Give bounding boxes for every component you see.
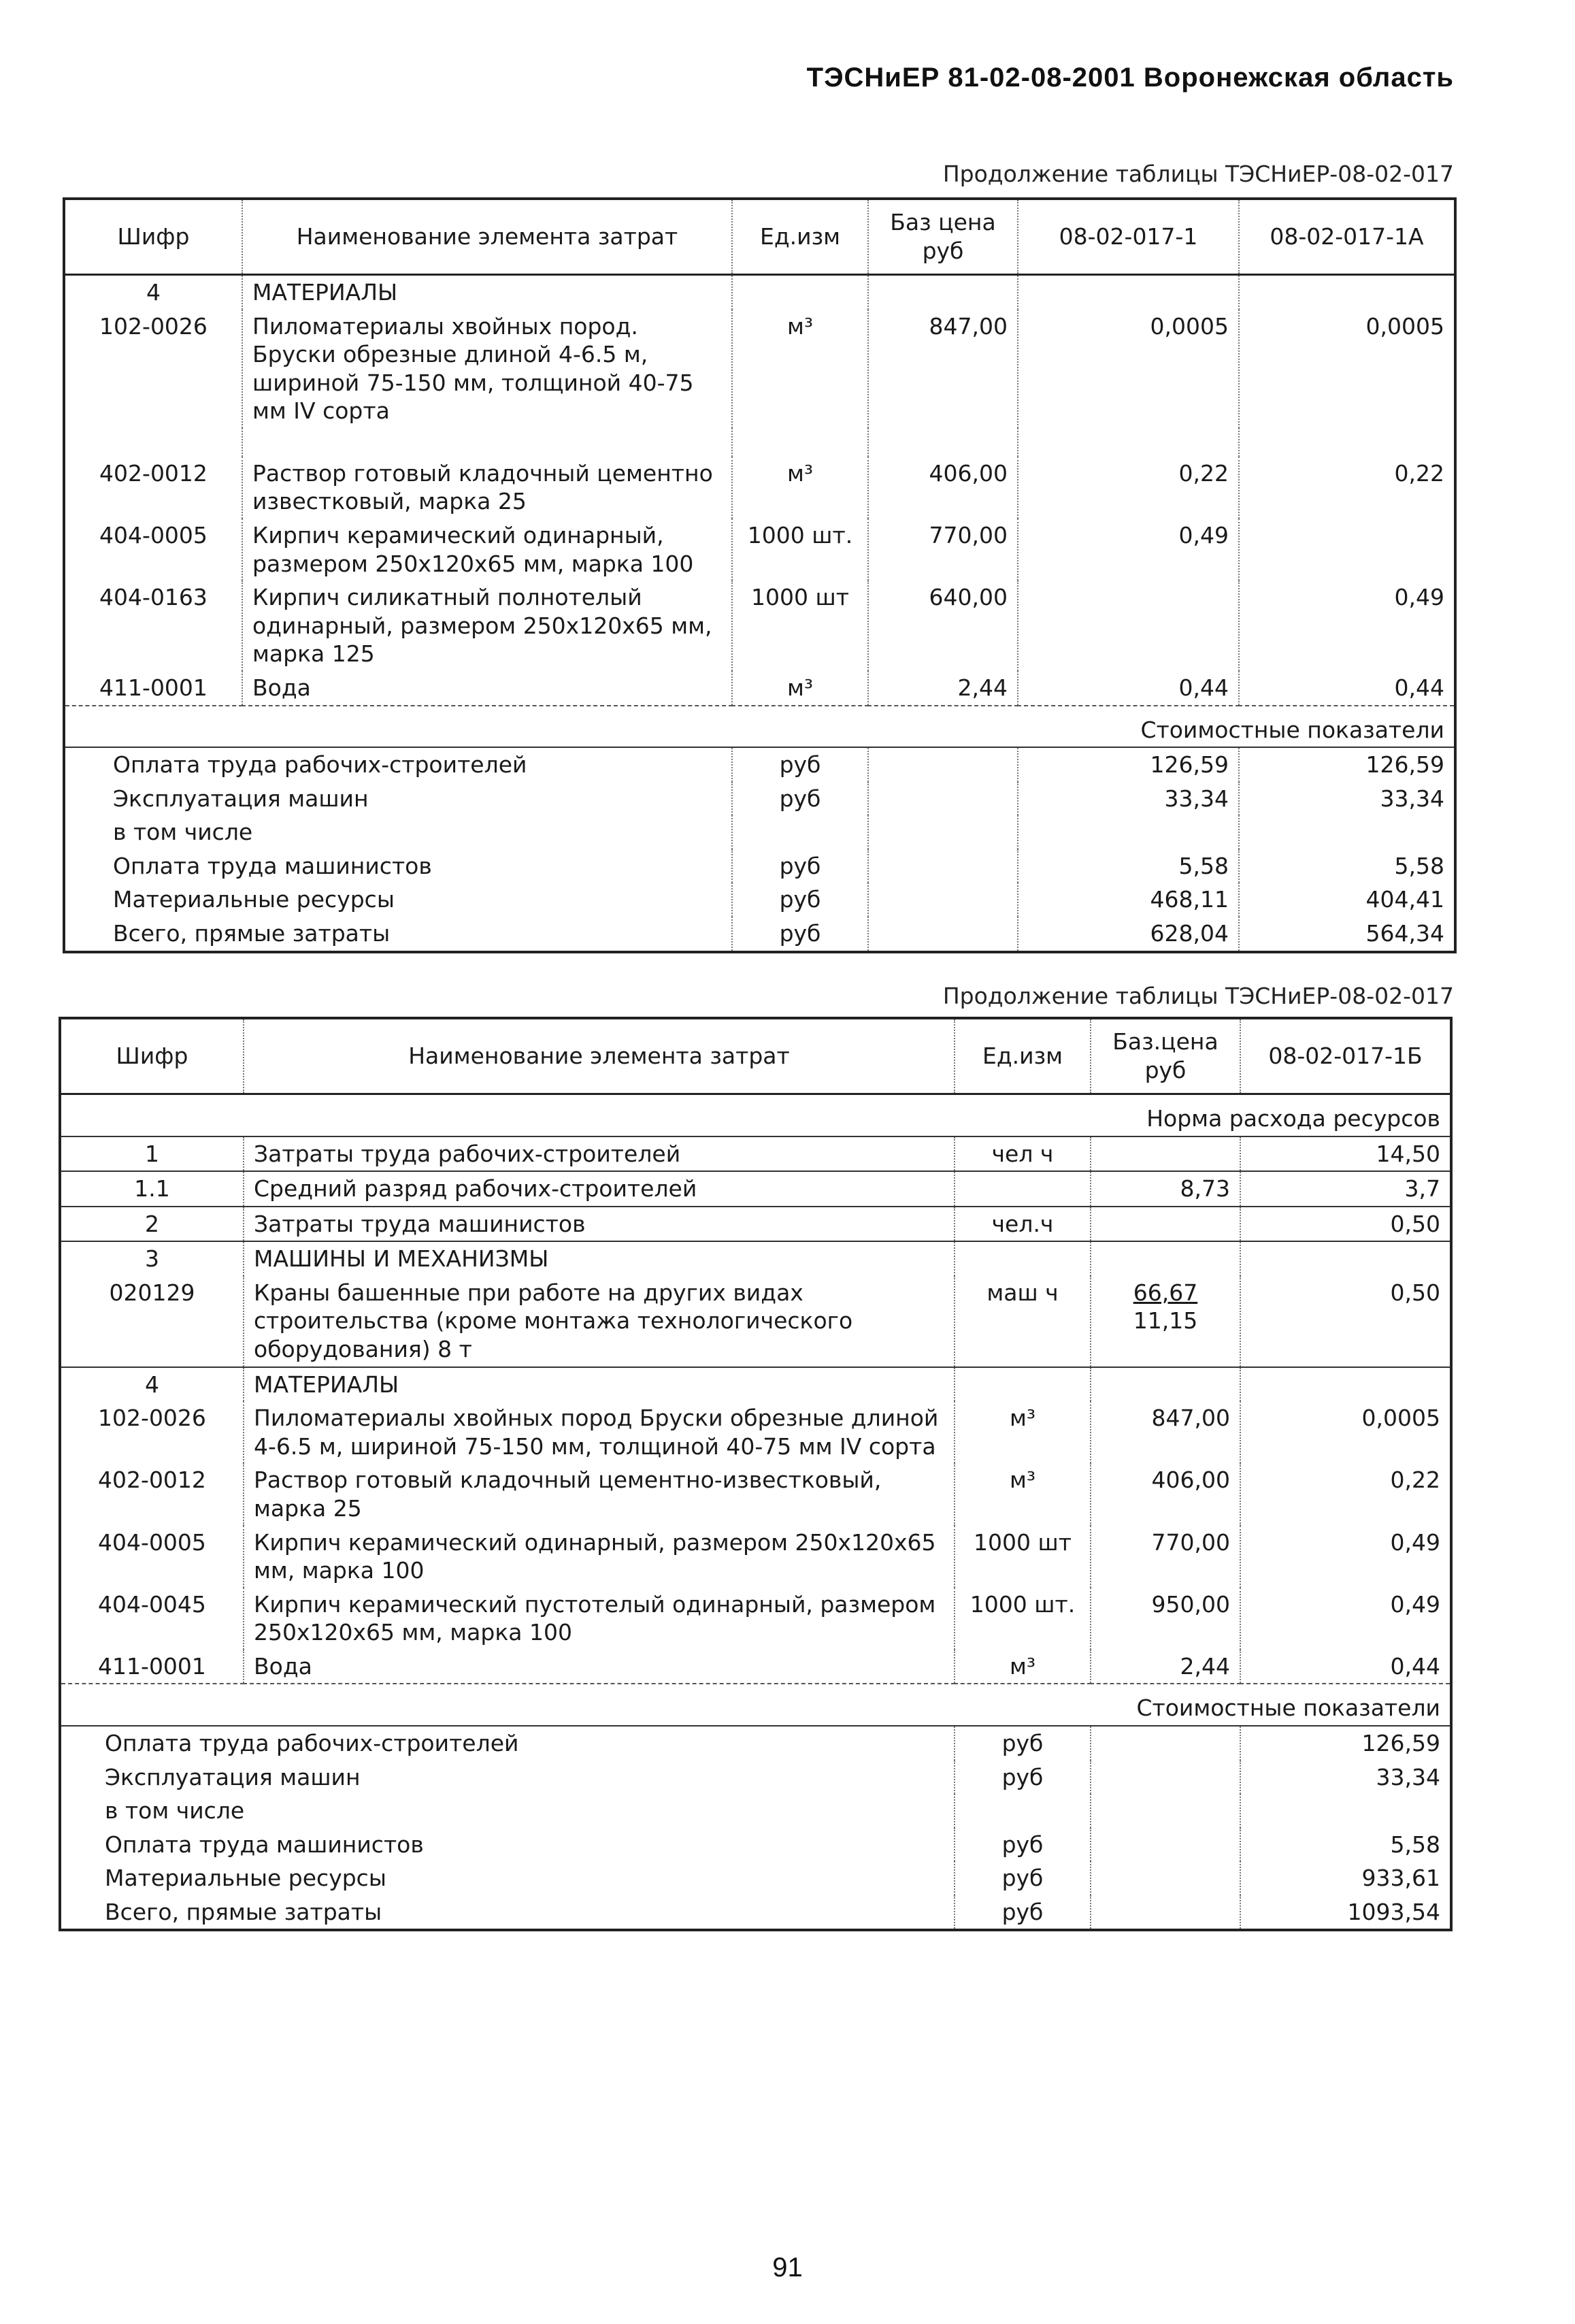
row-name: Кирпич керамический пустотелый одинарный, размером 250х120х65 мм, марка 100	[244, 1588, 955, 1650]
row-unit: 1000 шт	[955, 1526, 1091, 1588]
header-code: Шифр	[60, 1018, 244, 1094]
row-value-1: 0,49	[1240, 1526, 1451, 1588]
row-value-2	[1239, 519, 1455, 580]
cost-unit: руб	[955, 1761, 1091, 1795]
cost-row	[60, 1761, 1451, 1795]
norm-table-2	[59, 1017, 1453, 1931]
header-col-2: 08-02-017-1А	[1239, 199, 1455, 275]
table-row	[60, 1136, 1451, 1172]
row-code: 2	[60, 1207, 244, 1242]
row-price: 770,00	[1091, 1526, 1240, 1588]
row-unit: м³	[732, 457, 868, 519]
cost-value-1: 33,34	[1018, 782, 1239, 816]
header-unit: Ед.изм	[732, 199, 868, 275]
cost-unit: руб	[732, 917, 868, 952]
row-unit: м³	[955, 1650, 1091, 1684]
section-row	[60, 1367, 1451, 1402]
cost-unit: руб	[955, 1895, 1091, 1931]
row-code: 404-0045	[98, 1590, 206, 1618]
table-caption: Продолжение таблицы ТЭСНиЕР-08-02-017	[942, 161, 1454, 187]
cost-row	[64, 849, 1455, 883]
table-header-row	[64, 199, 1455, 275]
cost-unit: руб	[732, 782, 868, 816]
row-unit: 1000 шт	[732, 580, 868, 671]
row-name: Затраты труда машинистов	[244, 1207, 955, 1242]
table-row	[60, 1171, 1451, 1207]
row-value-1: 0,44	[1018, 671, 1239, 706]
cost-value-1: 33,34	[1240, 1761, 1451, 1795]
row-unit: чел ч	[955, 1136, 1091, 1172]
header-name: Наименование элемента затрат	[242, 199, 732, 275]
section-title: МАШИНЫ И МЕХАНИЗМЫ	[244, 1241, 955, 1276]
section-title: МАТЕРИАЛЫ	[242, 275, 732, 310]
cost-label: Оплата труда машинистов	[105, 1831, 424, 1858]
norm-section-header	[60, 1094, 1451, 1136]
cost-label: в том числе	[105, 1797, 245, 1824]
row-code: 1.1	[60, 1171, 244, 1207]
row-price	[1091, 1136, 1240, 1172]
row-name: Кирпич керамический одинарный, размером 250х120х65 мм, марка 100	[242, 519, 732, 580]
header-col-1: 08-02-017-1Б	[1240, 1018, 1451, 1094]
row-price: 8,73	[1091, 1171, 1240, 1207]
cost-value-1: 5,58	[1240, 1828, 1451, 1862]
row-name: Раствор готовый кладочный цементно-известковый, марка 25	[244, 1463, 955, 1525]
row-code: 402-0012	[99, 459, 208, 487]
cost-unit: руб	[955, 1726, 1091, 1761]
table-row	[64, 671, 1455, 706]
row-unit: м³	[955, 1463, 1091, 1525]
row-value-1: 0,49	[1240, 1588, 1451, 1650]
table-row	[64, 310, 1455, 428]
row-value-1: 0,50	[1240, 1276, 1451, 1367]
norm-section-title: Норма расхода ресурсов	[1146, 1105, 1440, 1132]
header-price: Баз цена руб	[868, 199, 1018, 275]
cost-label: Всего, прямые затраты	[105, 1898, 382, 1925]
cost-unit: руб	[955, 1861, 1091, 1895]
row-name: Кирпич керамический одинарный, размером 250х120х65 мм, марка 100	[244, 1526, 955, 1588]
row-value-1: 3,7	[1240, 1171, 1451, 1207]
row-value-1: 0,0005	[1240, 1401, 1451, 1463]
row-value-1: 0,50	[1240, 1207, 1451, 1242]
cost-value-1: 933,61	[1240, 1861, 1451, 1895]
cost-label: Материальные ресурсы	[113, 886, 395, 913]
section-row	[64, 275, 1455, 310]
cost-value-2: 404,41	[1239, 883, 1455, 917]
row-code: 404-0005	[99, 522, 208, 549]
row-name: Затраты труда рабочих-строителей	[244, 1136, 955, 1172]
row-value-1	[1018, 580, 1239, 671]
row-name: Вода	[244, 1650, 955, 1684]
cost-row	[60, 1794, 1451, 1828]
table-caption: Продолжение таблицы ТЭСНиЕР-08-02-017	[942, 983, 1454, 1009]
row-code: 411-0001	[99, 674, 208, 701]
row-price: 950,00	[1091, 1588, 1240, 1650]
row-name: Пиломатериалы хвойных пород. Бруски обрезные длиной 4-6.5 м, шириной 75-150 мм, толщиной 40-75 мм IV сорта	[242, 310, 732, 428]
row-price	[1091, 1207, 1240, 1242]
cost-value-2: 564,34	[1239, 917, 1455, 952]
section-title: МАТЕРИАЛЫ	[244, 1367, 955, 1402]
cost-value-2: 5,58	[1239, 849, 1455, 883]
row-name: Краны башенные при работе на других видах строительства (кроме монтажа технологического оборудования) 8 т	[244, 1276, 955, 1367]
cost-unit: руб	[732, 747, 868, 782]
table-row	[60, 1588, 1451, 1650]
cost-value-1: 126,59	[1018, 747, 1239, 782]
row-value-1: 0,44	[1240, 1650, 1451, 1684]
table-row	[60, 1276, 1451, 1367]
table-row	[60, 1650, 1451, 1684]
cost-section-title: Стоимостные показатели	[64, 706, 1455, 748]
cost-row	[60, 1828, 1451, 1862]
cost-label: Оплата труда рабочих-строителей	[60, 1726, 955, 1761]
cost-value-1: 126,59	[1240, 1726, 1451, 1761]
row-value-1: 0,22	[1240, 1463, 1451, 1525]
row-price: 640,00	[868, 580, 1018, 671]
page-number: 91	[772, 2253, 803, 2282]
cost-value-1: 628,04	[1018, 917, 1239, 952]
cost-value-1: 468,11	[1018, 883, 1239, 917]
cost-row	[60, 1726, 1451, 1761]
cost-label: Эксплуатация машин	[105, 1763, 361, 1790]
row-value-2: 0,0005	[1239, 310, 1455, 428]
table-row	[60, 1463, 1451, 1525]
cost-section-header	[64, 706, 1455, 748]
row-name: Пиломатериалы хвойных пород Бруски обрезные длиной 4-6.5 м, шириной 75-150 мм, толщиной 40-75 мм IV сорта	[244, 1401, 955, 1463]
cost-label: в том числе	[113, 819, 253, 846]
header-col-1: 08-02-017-1	[1018, 199, 1239, 275]
cost-label: Материальные ресурсы	[105, 1865, 386, 1892]
section-number: 3	[60, 1241, 244, 1276]
cost-row	[60, 1895, 1451, 1931]
cost-unit: руб	[955, 1828, 1091, 1862]
row-price: 406,00	[1091, 1463, 1240, 1525]
table-row	[64, 580, 1455, 671]
row-name: Раствор готовый кладочный цементно известковый, марка 25	[242, 457, 732, 519]
table-row	[60, 1207, 1451, 1242]
cost-row	[64, 815, 1455, 849]
cost-label: Оплата труда машинистов	[113, 852, 432, 879]
row-unit: маш ч	[955, 1276, 1091, 1367]
table-row	[60, 1401, 1451, 1463]
cost-unit: руб	[732, 849, 868, 883]
cost-value-2: 33,34	[1239, 782, 1455, 816]
cost-value-1: 1093,54	[1240, 1895, 1451, 1931]
row-code: 404-0163	[99, 584, 208, 611]
row-name: Вода	[242, 671, 732, 706]
row-code: 411-0001	[98, 1652, 206, 1680]
price-base: 66,67	[1133, 1279, 1198, 1306]
header-price: Баз.цена руб	[1091, 1018, 1240, 1094]
row-name: Кирпич силикатный полнотелый одинарный, размером 250х120х65 мм, марка 125	[242, 580, 732, 671]
table-row	[60, 1526, 1451, 1588]
cost-label: Всего, прямые затраты	[113, 919, 391, 947]
row-unit: 1000 шт.	[955, 1588, 1091, 1650]
row-value-2: 0,22	[1239, 457, 1455, 519]
row-value-1: 14,50	[1240, 1136, 1451, 1172]
section-number: 4	[146, 279, 161, 306]
row-value-1: 0,0005	[1018, 310, 1239, 428]
header-unit: Ед.изм	[955, 1018, 1091, 1094]
row-price: 2,44	[1091, 1650, 1240, 1684]
price-wage: 11,15	[1133, 1307, 1198, 1335]
row-price: 406,00	[868, 457, 1018, 519]
row-code: 1	[60, 1136, 244, 1172]
row-code: 102-0026	[98, 1405, 206, 1432]
row-unit: м³	[732, 310, 868, 428]
cost-row	[60, 1861, 1451, 1895]
row-code: 404-0005	[98, 1528, 206, 1556]
table-row	[64, 519, 1455, 580]
cost-row	[64, 883, 1455, 917]
row-value-1: 0,22	[1018, 457, 1239, 519]
row-value-2: 0,49	[1239, 580, 1455, 671]
row-price: 847,00	[1091, 1401, 1240, 1463]
table-header-row	[60, 1018, 1451, 1094]
table-row	[64, 457, 1455, 519]
row-value-1: 0,49	[1018, 519, 1239, 580]
cost-value-2: 126,59	[1239, 747, 1455, 782]
row-name: Средний разряд рабочих-строителей	[244, 1171, 955, 1207]
row-code: 402-0012	[98, 1467, 206, 1494]
cost-row	[64, 747, 1455, 782]
row-price: 770,00	[868, 519, 1018, 580]
cost-row	[64, 782, 1455, 816]
norm-table-1	[63, 197, 1457, 953]
cost-section-header	[60, 1684, 1451, 1726]
row-unit: м³	[732, 671, 868, 706]
cost-unit: руб	[732, 883, 868, 917]
section-number: 4	[60, 1367, 244, 1402]
row-price: 2,44	[868, 671, 1018, 706]
cost-label: Эксплуатация машин	[113, 785, 369, 812]
row-unit: 1000 шт.	[732, 519, 868, 580]
row-unit: чел.ч	[955, 1207, 1091, 1242]
section-row	[60, 1241, 1451, 1276]
row-price	[1091, 1276, 1240, 1367]
cost-row	[64, 917, 1455, 952]
row-price: 847,00	[868, 310, 1018, 428]
header-code: Шифр	[64, 199, 242, 275]
row-value-2: 0,44	[1239, 671, 1455, 706]
cost-value-1: 5,58	[1018, 849, 1239, 883]
page-header: ТЭСНиЕР 81-02-08-2001 Воронежская область	[806, 63, 1454, 93]
header-name: Наименование элемента затрат	[244, 1018, 955, 1094]
row-code: 020129	[109, 1279, 195, 1306]
cost-label: Оплата труда рабочих-строителей	[64, 747, 732, 782]
row-unit: м³	[955, 1401, 1091, 1463]
row-unit	[955, 1171, 1091, 1207]
cost-section-title: Стоимостные показатели	[60, 1684, 1451, 1726]
row-code: 102-0026	[99, 312, 208, 340]
